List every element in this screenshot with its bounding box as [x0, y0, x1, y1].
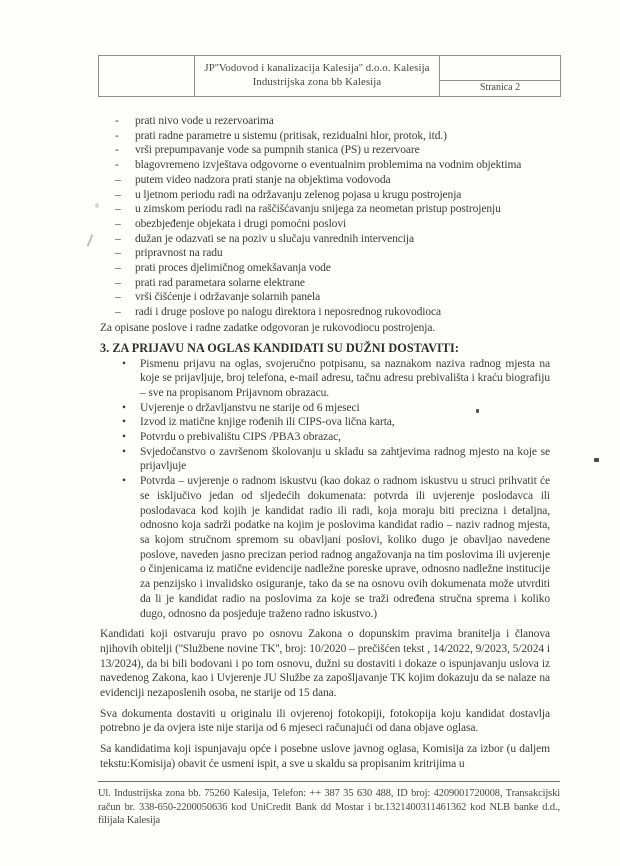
duty-list-item — [100, 202, 550, 217]
requirement-list-item — [100, 357, 550, 401]
dash-marker: - — [115, 144, 119, 157]
paragraph: Sa kandidatima koji ispunjavaju opće i posebne uslove javnog oglasa, Komisija za izbor (u daljem tekstu:Komisija) obavit će usmeni ispit, a sve u skaldu sa propisanim kritrijima u — [100, 743, 550, 770]
duty-item-text: obezbjeđenje objekata i drugi pomoćni poslovi — [135, 217, 347, 230]
dash-marker: - — [115, 129, 119, 142]
duty-list-item — [100, 143, 550, 158]
dash-marker: – — [115, 306, 121, 319]
duty-item-text: pripravnost na radu — [135, 247, 223, 260]
bullet-marker: • — [122, 357, 126, 370]
duties-closing-line: Za opisane poslove i radne zadatke odgovoran je rukovodiocu postrojenja. — [100, 321, 436, 334]
duty-list-item — [100, 188, 550, 203]
page-footer — [98, 781, 560, 828]
duty-list-item — [100, 276, 550, 291]
duties-list — [100, 114, 550, 320]
requirement-list-item — [100, 474, 550, 621]
duty-item-text: dužan je odazvati se na poziv u slučaju vanrednih intervencija — [135, 232, 414, 245]
requirement-list-item — [100, 415, 550, 430]
requirement-item-text: Potvrda – uvjerenje o radnom iskustvu (kao dokaz o radnom iskustvu u struci prihvatit će se isključivo jedan od sljedećih dokumenata: potvrda ili uvjerenje poslodavca ili poslodavaca kod kojih je kandidat radio ili radi, koja moraju biti precizna i detaljna, odnosno koja sadrži podatke na kojim je poslovima kandidat radio – naziv radnog mjesta, sa kojom stručnom spremom su obavljani poslovi, koliko dugo je obavljao navedene poslove, naveden jasno precizan period radnog angažovanja na tim poslovima ili uvjerenje o činjenicama iz matične evidencije nadležne poreske uprave, odnosno nadležne institucije za penzijsko i invalidsko osiguranje, tako da se na osnovu ovih dokumenata može utvrditi da li je kandidat radio na poslovima za koje se traži određena stručna sprema i koliko dugo, odnosno da posjeduje traženo radno iskustvo.) — [140, 475, 550, 620]
org-address: Industrijska zona bb Kalesija — [252, 75, 382, 88]
scan-artifact — [594, 458, 599, 462]
paragraph: Sva dokumenta dostaviti u originalu ili ovjerenoj fotokopiji, fotokopija koju kandidat dostavlja potrebno je da ovjera iste nije starija od 6 mjeseci računajući od dana objave oglasa. — [100, 707, 550, 735]
duty-list-item — [100, 232, 550, 247]
requirement-list-item — [100, 401, 550, 416]
header-page-cell — [439, 56, 560, 96]
page-number: Stranica 2 — [479, 82, 521, 93]
dash-marker: – — [115, 203, 121, 216]
footer-contact-info: Ul. Industrijska zona bb. 75260 Kalesija, Telefon: ++ 387 35 630 488, ID broj: 4209001720008, Transakcijski račun br. 338-650-2200050636 kod UniCredit Bank dd Mostar i br.1321400311461362 kod NLB banke d.d., filijala Kalesija — [98, 788, 560, 827]
section-3-heading: 3. ZA PRIJAVU NA OGLAS KANDIDATI SU DUŽNI DOSTAVITI: — [100, 340, 459, 355]
duty-item-text: putem video nadzora prati stanje na objektima vodovoda — [135, 173, 391, 186]
duty-item-text: blagovremeno izvještava odgovorne o eventualnim problemima na vodnim objektima — [135, 159, 522, 172]
duty-item-text: prati radne parametre u sistemu (pritisak, rezidualni hlor, protok, itd.) — [135, 129, 447, 142]
duty-item-text: vrši prepumpavanje vode sa pumpnih stanica (PS) u rezervoare — [135, 144, 420, 157]
duty-list-item — [100, 129, 550, 144]
requirements-list — [100, 357, 550, 622]
duty-item-text: u zimskom periodu radi na raščišćavanju snijega za neometan pristup postrojenju — [135, 203, 501, 216]
requirement-list-item — [100, 445, 550, 474]
dash-marker: – — [115, 217, 121, 230]
scan-artifact — [95, 203, 99, 208]
duty-list-item — [100, 246, 550, 261]
duty-item-text: u ljetnom periodu radi na održavanju zelenog pojasa u krugu postrojenja — [135, 188, 462, 201]
bullet-marker: • — [122, 416, 126, 429]
dash-marker: - — [115, 115, 119, 127]
requirement-item-text: Izvod iz matične knjige rođenih ili CIPS-ova lična karta, — [140, 416, 395, 429]
header-page-cell-top — [440, 56, 560, 81]
dash-marker: – — [115, 262, 121, 275]
dash-marker: – — [115, 247, 121, 260]
duty-list-item — [100, 173, 550, 188]
dash-marker: – — [115, 276, 121, 289]
duty-list-item — [100, 290, 550, 305]
requirement-item-text: Uvjerenje o državljanstvu ne starije od 6 mjeseci — [140, 401, 360, 414]
dash-marker: – — [115, 291, 121, 304]
duty-list-item — [100, 114, 550, 129]
duty-list-item — [100, 158, 550, 173]
body-paragraphs — [100, 627, 550, 771]
document-body — [100, 114, 550, 772]
duty-item-text: prati rad parametara solarne elektrane — [135, 276, 305, 289]
document-header-table — [98, 55, 561, 97]
dash-marker: – — [115, 173, 121, 186]
bullet-marker: • — [122, 431, 126, 444]
dash-marker: – — [115, 188, 121, 201]
scan-artifact — [87, 234, 94, 247]
duty-item-text: prati nivo vode u rezervoarima — [135, 115, 274, 127]
duty-list-item — [100, 261, 550, 276]
duty-list-item — [100, 217, 550, 232]
dash-marker: – — [115, 232, 121, 245]
requirement-item-text: Svjedočanstvo o završenom školovanju u skladu sa zahtjevima radnog mjesto na koje se prijavljuje — [140, 445, 550, 473]
duty-item-text: prati proces djelimičnog omekšavanja vode — [135, 262, 331, 275]
org-name: JP''Vodovod i kanalizacija Kalesija'' d.o.o. Kalesija — [204, 62, 430, 74]
bullet-marker: • — [122, 401, 126, 414]
bullet-marker: • — [122, 475, 126, 488]
duty-item-text: radi i druge poslove po nalogu direktora i neposrednog rukovodioca — [135, 306, 442, 319]
bullet-marker: • — [122, 445, 126, 458]
duty-item-text: vrši čišćenje i održavanje solarnih panela — [135, 291, 321, 304]
requirement-list-item — [100, 430, 550, 445]
dash-marker: - — [115, 159, 119, 172]
requirement-item-text: Pismenu prijavu na oglas, svojeručno potpisanu, sa naznakom naziva radnog mjesta na koje se prijavljuje, broj telefona, e-mail adresu, tačnu adresu prebivališta i kraću biografiju – sve na propisanom Prijavnom obrazacu. — [140, 357, 550, 399]
paragraph: Kandidati koji ostvaruju pravo po osnovu Zakona o dopunskim pravima branitelja i članova njihovih obitelji (''Službene novine TK'', broj: 10/2020 – prečišćen tekst , 14/2022, 9/2023, 5/2024 i 13/2024), da bi bili bodovani i po tom osnovu, dužni su dostaviti i dokaze o ispunjavanju uslova iz navedenog Zakona, kao i Uvjerenje JU Službe za zapošljavanje TK kojim dokazuju da se nalaze na evidenciji nezaposlenih osoba, ne starije od 15 dana. — [100, 628, 550, 700]
duty-list-item — [100, 305, 550, 320]
header-org-cell — [195, 56, 439, 96]
header-empty-cell — [99, 56, 195, 96]
requirement-item-text: Potvrdu o prebivalištu CIPS /PBA3 obrazac, — [140, 431, 341, 444]
